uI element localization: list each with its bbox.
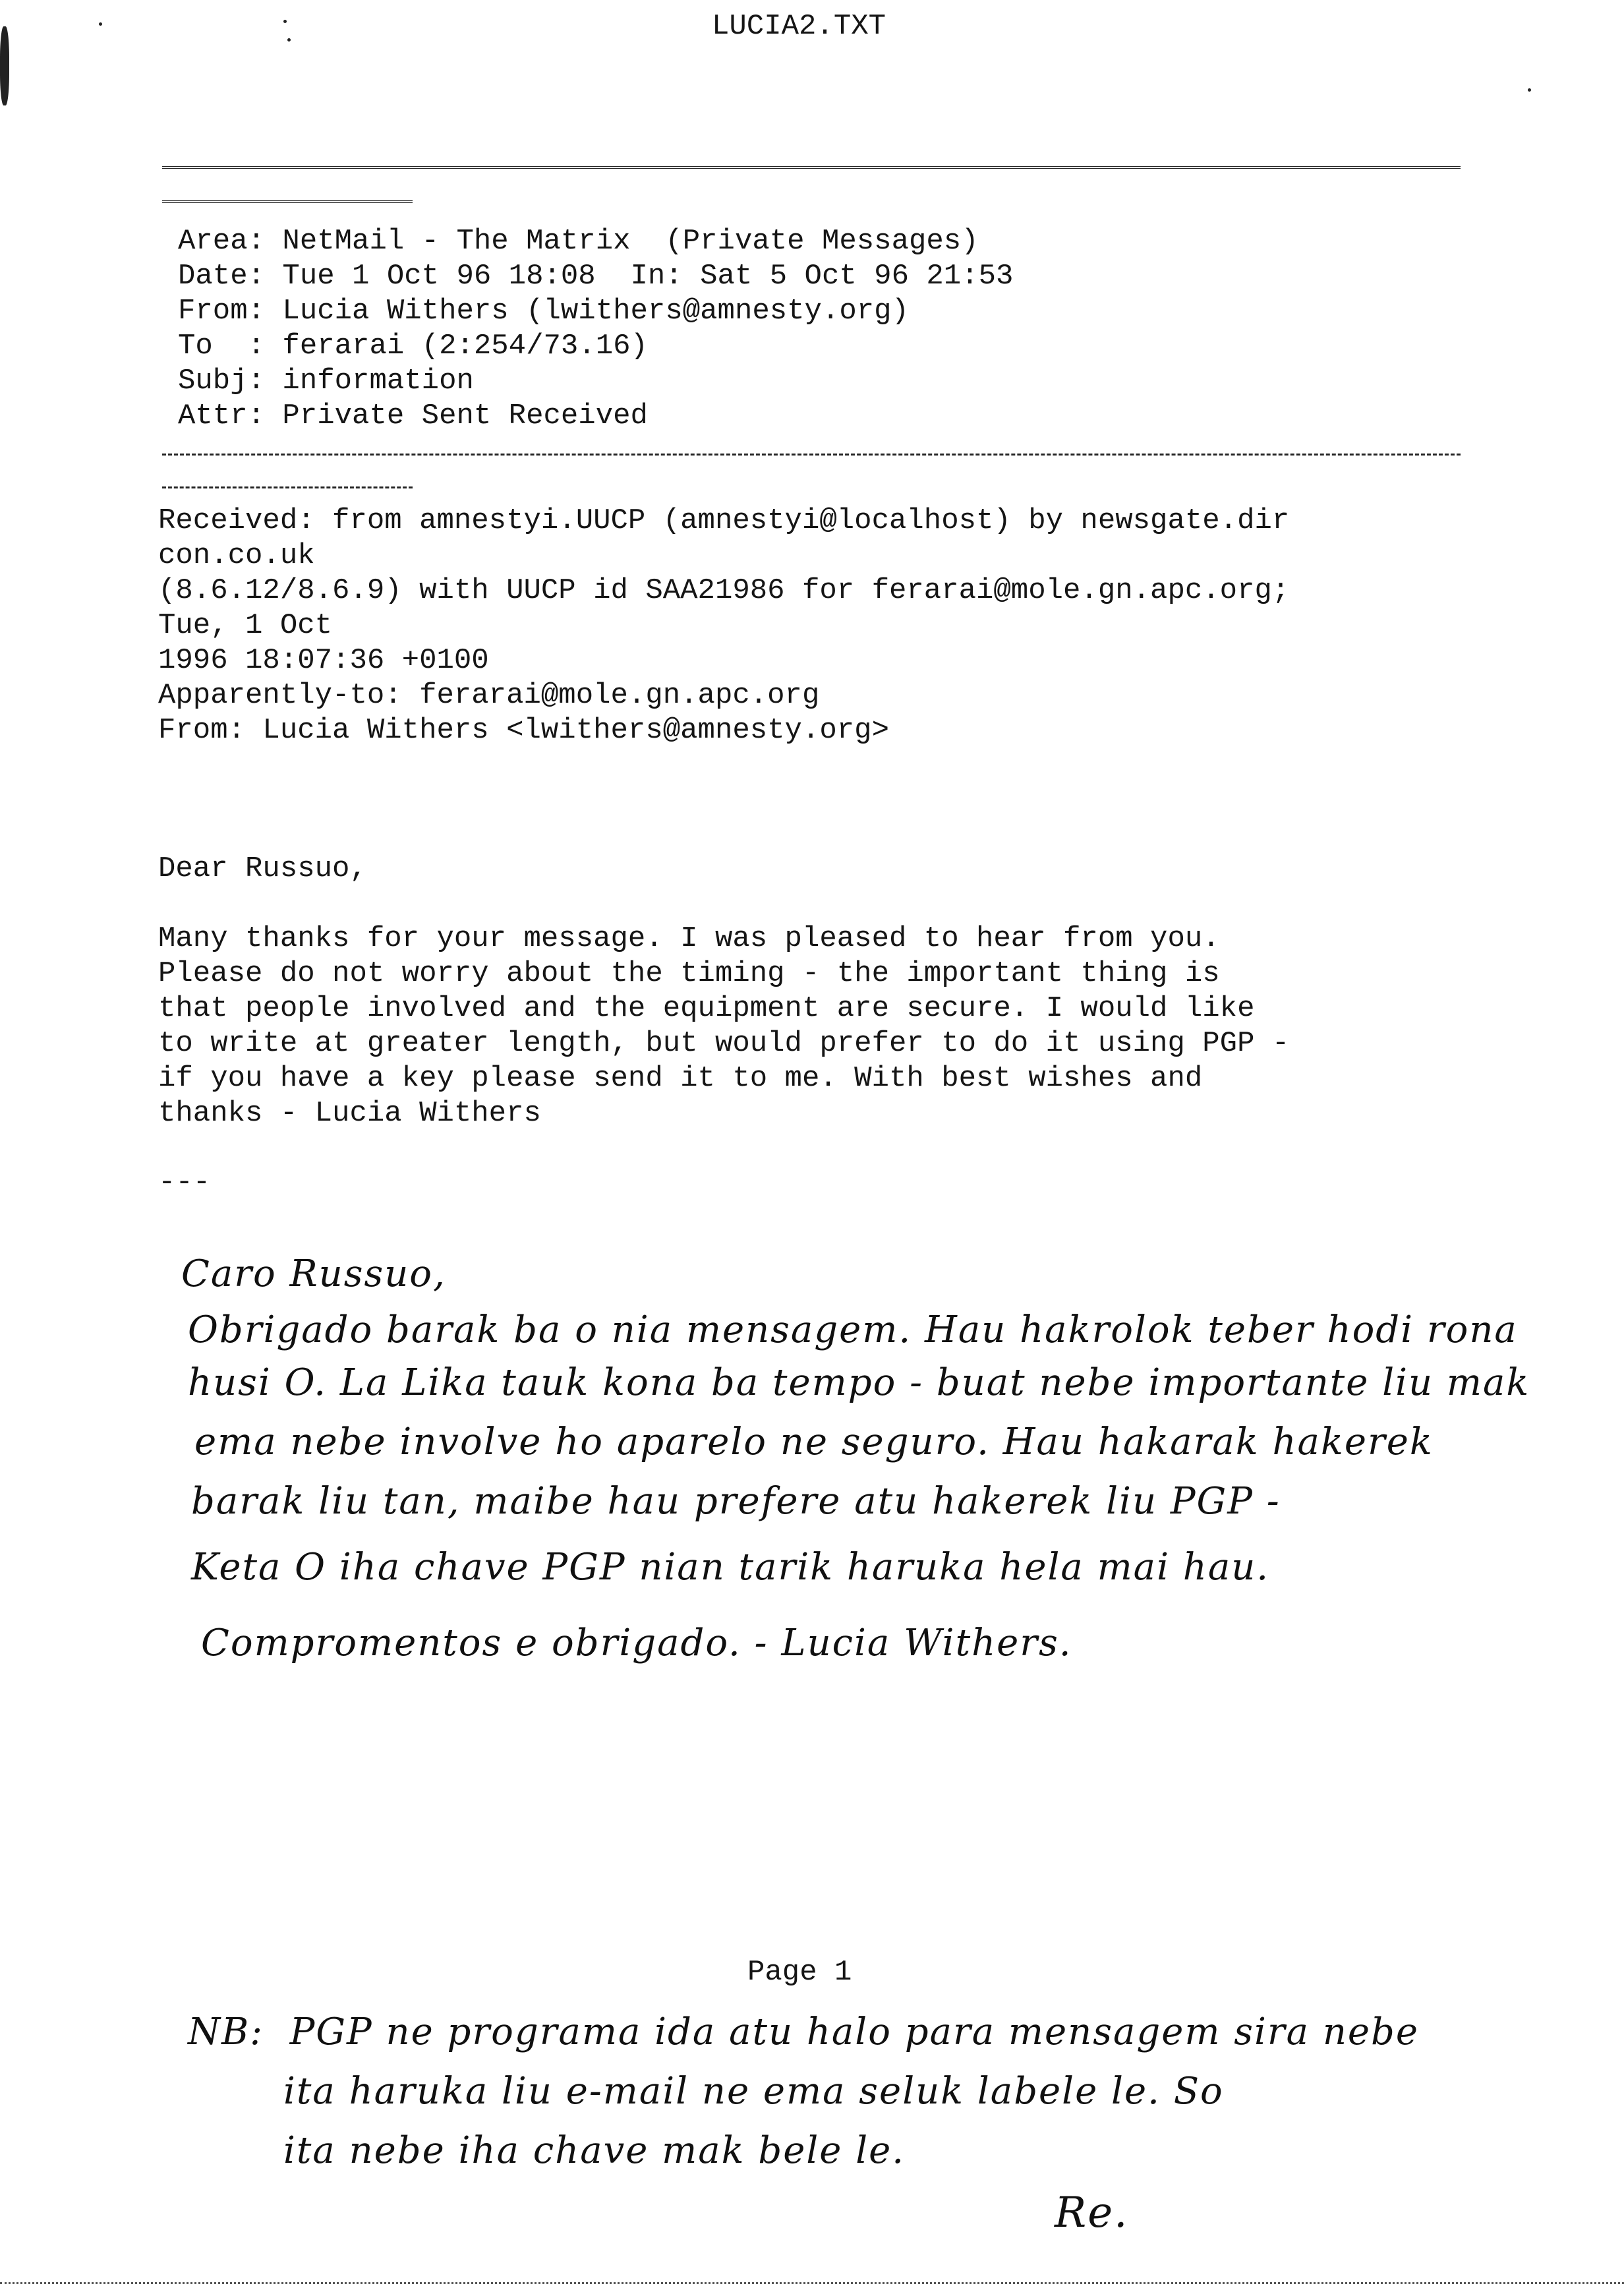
received-line: Tue, 1 Oct [158,609,333,642]
header-area: Area: NetMail - The Matrix (Private Messages) [178,225,979,258]
scan-speck [287,38,291,42]
received-line: con.co.uk [158,539,315,572]
header-to: To : ferarai (2:254/73.16) [178,330,648,363]
body-line: that people involved and the equipment are secure. I would like [158,992,1255,1025]
scan-speck [1528,88,1531,92]
handwritten-line: Caro Russuo, [181,1252,446,1295]
body-line: to write at greater length, but would prefer to do it using PGP - [158,1027,1290,1060]
received-line: (8.6.12/8.6.9) with UUCP id SAA21986 for ferarai@mole.gn.apc.org; [158,574,1290,607]
handwritten-note-line: NB: PGP ne programa ida atu halo para mensagem sira nebe [188,2011,1420,2053]
scan-speck [0,26,9,105]
header-attributes: Attr: Private Sent Received [178,399,648,432]
file-title: LUCIA2.TXT [712,10,886,43]
handwritten-line: barak liu tan, maibe hau prefere atu hakerek liu PGP - [191,1480,1281,1523]
received-line: 1996 18:07:36 +0100 [158,644,489,677]
greeting: Dear Russuo, [158,852,367,885]
signature-separator: --- [158,1166,211,1199]
handwritten-note-line: ita nebe iha chave mak bele le. [283,2129,906,2172]
handwritten-signature: Re. [1055,2189,1129,2237]
from-line: From: Lucia Withers <lwithers@amnesty.org> [158,714,889,747]
header-from: From: Lucia Withers (lwithers@amnesty.org) [178,295,909,328]
handwritten-line: Obrigado barak ba o nia mensagem. Hau hakrolok teber hodi rona [188,1309,1518,1351]
header-subject: Subj: information [178,365,474,397]
body-line: Please do not worry about the timing - the important thing is [158,957,1220,990]
header-bottom-rule [162,454,1461,456]
handwritten-line: Compromentos e obrigado. - Lucia Withers. [201,1622,1072,1664]
scan-speck [283,20,287,23]
handwritten-line: ema nebe involve ho aparelo ne seguro. Hau hakarak hakerek [194,1421,1434,1463]
header-date: Date: Tue 1 Oct 96 18:08 In: Sat 5 Oct 96 21:53 [178,260,1014,293]
scan-speck [99,22,102,26]
handwritten-line: husi O. La Lika tauk kona ba tempo - buat nebe importante liu mak [188,1361,1530,1404]
handwritten-note-line: ita haruka liu e-mail ne ema seluk labele le. So [283,2070,1224,2113]
header-top-rule-wrap [162,200,413,207]
header-bottom-rule-wrap [162,486,413,488]
scan-edge [0,2282,1624,2284]
header-top-rule [162,166,1461,173]
apparently-to-line: Apparently-to: ferarai@mole.gn.apc.org [158,679,820,712]
received-line: Received: from amnestyi.UUCP (amnestyi@localhost) by newsgate.dir [158,504,1290,537]
handwritten-line: Keta O iha chave PGP nian tarik haruka hela mai hau. [191,1546,1270,1589]
body-line: thanks - Lucia Withers [158,1097,541,1130]
page-number: Page 1 [747,1956,852,1989]
body-line: Many thanks for your message. I was pleased to hear from you. [158,922,1220,955]
body-line: if you have a key please send it to me. With best wishes and [158,1062,1203,1095]
